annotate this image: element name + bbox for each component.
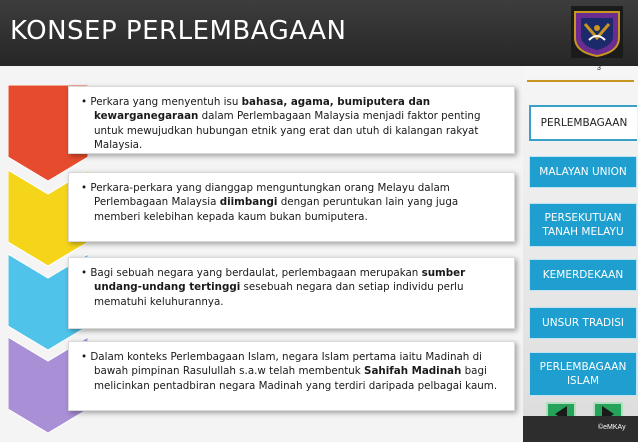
nav-label: KEMERDEKAAN [542,268,624,281]
content-box-2 [68,172,515,242]
content-box-4 [68,341,515,411]
nav-label: PERLEMBAGAAN ISLAM [539,360,627,387]
bold-phrase: bahasa, agama, bumiputera dan kewarganegaraan [94,96,431,123]
uitm-logo-icon [571,6,623,58]
text-run: Dalam konteks Perlembagaan Islam, negara Islam pertama iaitu Madinah di bawah pimpinan Rasulullah s.a.w telah membentuk [90,351,483,378]
bullet-text-3 [81,266,506,309]
nav-malayan-union[interactable] [529,156,637,188]
nav-kemerdekaan[interactable] [529,259,637,291]
text-run: sesebuah negara dan setiap individu perlu mematuhi keluhurannya. [94,281,464,308]
nav-label: UNSUR TRADISI [542,316,624,329]
slide-number: 3 [597,65,601,72]
bullet-text-1 [81,95,506,153]
copyright-text: ©eMKAy [598,424,626,431]
slide-header [0,0,638,66]
bold-phrase: diimbangi [219,196,278,209]
text-run: Perkara-perkara yang dianggap menguntungkan orang Melayu dalam Perlembagaan Malaysia [90,182,450,209]
nav-persekutuan-tanah-melayu[interactable] [529,203,637,247]
text-run: bagi melicinkan pentadbiran negara Madinah yang terdiri daripada pelbagai kaum. [94,365,498,392]
bullet-text-2 [81,181,506,224]
nav-perlembagaan-islam[interactable] [529,352,637,396]
text-run: dalam Perlembagaan Malaysia menjadi faktor penting untuk mewujudkan hubungan etnik yang erat dan utuh di kalangan rakyat Malaysia. [94,110,481,152]
nav-label: PERLEMBAGAAN [540,116,628,129]
bullet-text-4 [81,350,506,393]
nav-label: PERSEKUTUAN TANAH MELAYU [542,211,624,238]
nav-perlembagaan[interactable] [529,105,637,141]
bullet-icon: • [81,96,91,108]
text-run: Perkara yang menyentuh isu [90,96,242,108]
bullet-icon: • [81,182,91,194]
page-title: KONSEP PERLEMBAGAAN [10,16,347,46]
bullet-icon: • [81,267,91,279]
bold-phrase: sumber undang-undang tertinggi [94,267,466,294]
nav-unsur-tradisi[interactable] [529,307,637,339]
bold-phrase: Sahifah Madinah [364,365,462,378]
bullet-icon: • [81,351,91,363]
text-run: dengan peruntukan lain yang juga memberi kelebihan kepada kaum bukan bumiputera. [94,196,459,223]
text-run: Bagi sebuah negara yang berdaulat, perlembagaan merupakan [90,267,422,279]
content-box-1 [68,86,515,154]
nav-label: MALAYAN UNION [539,165,627,178]
content-box-3 [68,257,515,329]
gold-divider [527,80,634,82]
